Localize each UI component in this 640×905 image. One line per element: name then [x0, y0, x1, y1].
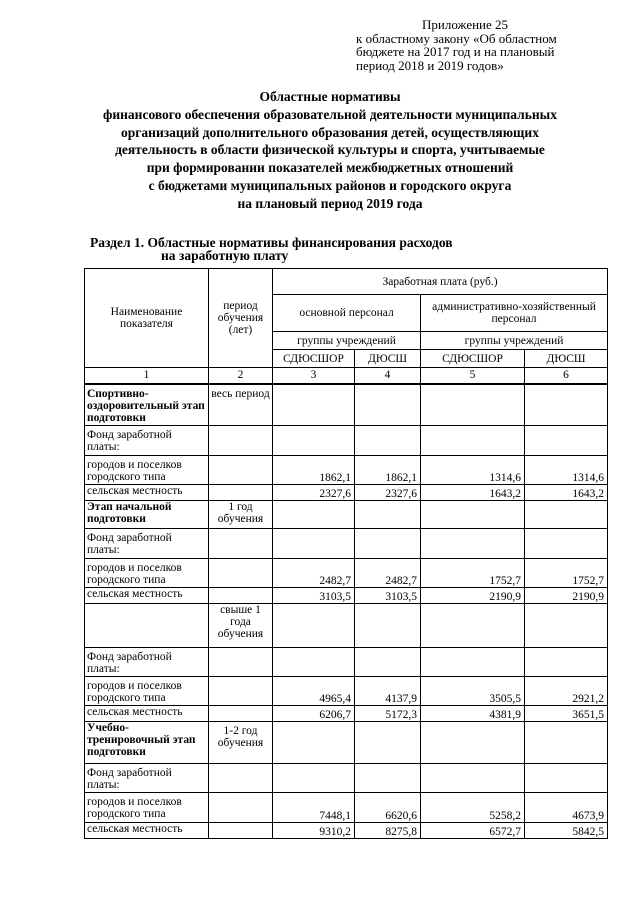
value-cell: 5842,5 [525, 823, 608, 839]
header-study-period: период обучения (лет) [209, 269, 273, 368]
row-period [209, 456, 273, 485]
row-period: свыше 1 года обучения [209, 604, 273, 648]
norms-table [84, 268, 608, 839]
header-indicator-name: Наименование показателя [85, 269, 209, 368]
row-name: Спортивно-оздоровительный этап подготовки [85, 384, 209, 426]
value-cell [525, 501, 608, 529]
table-row [85, 529, 608, 559]
section-line: на заработную плату [161, 248, 289, 263]
value-cell: 6620,6 [355, 793, 421, 823]
value-cell: 1752,7 [421, 559, 525, 588]
value-cell [273, 426, 355, 456]
row-period [209, 559, 273, 588]
value-cell [273, 501, 355, 529]
value-cell [421, 604, 525, 648]
value-cell [525, 722, 608, 764]
table-row [85, 559, 608, 588]
value-cell [355, 604, 421, 648]
value-cell: 3505,5 [421, 677, 525, 706]
value-cell [421, 529, 525, 559]
row-name [85, 604, 209, 648]
header-sdyusshor-admin: СДЮСШОР [421, 350, 525, 368]
value-cell [355, 501, 421, 529]
value-cell: 6572,7 [421, 823, 525, 839]
title-line: на плановый период 2019 года [237, 195, 423, 211]
value-cell: 3651,5 [525, 706, 608, 722]
value-cell [525, 384, 608, 426]
row-name: Фонд заработной платы: [85, 426, 209, 456]
value-cell [355, 722, 421, 764]
value-cell: 1862,1 [355, 456, 421, 485]
value-cell: 2482,7 [355, 559, 421, 588]
value-cell [355, 648, 421, 677]
table-row [85, 764, 608, 793]
table-row [85, 456, 608, 485]
value-cell: 1752,7 [525, 559, 608, 588]
value-cell: 1643,2 [421, 485, 525, 501]
value-cell: 2190,9 [525, 588, 608, 604]
value-cell: 4381,9 [421, 706, 525, 722]
row-period [209, 764, 273, 793]
value-cell [525, 604, 608, 648]
value-cell: 4137,9 [355, 677, 421, 706]
value-cell [421, 384, 525, 426]
value-cell [355, 764, 421, 793]
title-line: Областные нормативы [259, 89, 401, 104]
appendix-law-line: к областному закону «Об областном [356, 30, 557, 46]
value-cell [273, 722, 355, 764]
value-cell [525, 764, 608, 793]
row-name: сельская местность [85, 485, 209, 501]
row-period [209, 706, 273, 722]
row-name: сельская местность [85, 706, 209, 722]
appendix-law-line: бюджете на 2017 год и на плановый [356, 44, 555, 59]
value-cell: 8275,8 [355, 823, 421, 839]
table-row [85, 722, 608, 764]
row-name: сельская местность [85, 588, 209, 604]
row-period [209, 648, 273, 677]
table-row [85, 426, 608, 456]
row-period [209, 823, 273, 839]
row-period [209, 677, 273, 706]
value-cell: 7448,1 [273, 793, 355, 823]
value-cell: 2190,9 [421, 588, 525, 604]
table-row [85, 677, 608, 706]
title-line: финансового обеспечения образовательной деятельности муниципальных [103, 106, 557, 122]
value-cell [355, 426, 421, 456]
value-cell: 6206,7 [273, 706, 355, 722]
section-line: Раздел 1. Областные нормативы финансирования расходов [90, 235, 453, 250]
header-groups-admin: группы учреждений [421, 332, 608, 350]
value-cell [525, 529, 608, 559]
header-groups-main: группы учреждений [273, 332, 421, 350]
row-period [209, 793, 273, 823]
row-name: Учебно-тренировочный этап подготовки [85, 722, 209, 764]
row-period [209, 529, 273, 559]
value-cell: 1314,6 [421, 456, 525, 485]
header-dyussh-main: ДЮСШ [355, 350, 421, 368]
header-dyussh-admin: ДЮСШ [525, 350, 608, 368]
row-period: 1-2 год обучения [209, 722, 273, 764]
value-cell [355, 529, 421, 559]
value-cell: 5172,3 [355, 706, 421, 722]
row-name: городов и поселков городского типа [85, 793, 209, 823]
value-cell [355, 384, 421, 426]
value-cell [421, 501, 525, 529]
value-cell [273, 648, 355, 677]
table-row [85, 384, 608, 426]
table-row [85, 588, 608, 604]
value-cell: 1314,6 [525, 456, 608, 485]
value-cell [273, 604, 355, 648]
row-period [209, 588, 273, 604]
title-line: с бюджетами муниципальных районов и городского округа [148, 177, 512, 193]
table-row [85, 793, 608, 823]
appendix-number: Приложение 25 [422, 17, 509, 32]
appendix-reference [356, 18, 616, 72]
row-name: Фонд заработной платы: [85, 529, 209, 559]
appendix-law-line: период 2018 и 2019 годов» [356, 57, 504, 73]
value-cell: 2327,6 [273, 485, 355, 501]
col-number: 1 [85, 368, 209, 384]
value-cell [273, 764, 355, 793]
table-row [85, 501, 608, 529]
value-cell [421, 722, 525, 764]
col-number: 6 [525, 368, 608, 384]
value-cell [273, 384, 355, 426]
table-row [85, 706, 608, 722]
value-cell [525, 426, 608, 456]
table-row [85, 485, 608, 501]
value-cell: 9310,2 [273, 823, 355, 839]
row-name: городов и поселков городского типа [85, 456, 209, 485]
document-title [60, 88, 600, 213]
header-main-staff: основной персонал [273, 295, 421, 332]
row-period: 1 год обучения [209, 501, 273, 529]
value-cell: 1643,2 [525, 485, 608, 501]
title-line: при формировании показателей межбюджетных отношений [146, 160, 514, 176]
title-line: деятельность в области физической культуры и спорта, учитываемые [115, 142, 545, 158]
row-name: Фонд заработной платы: [85, 648, 209, 677]
col-number: 3 [273, 368, 355, 384]
value-cell: 2482,7 [273, 559, 355, 588]
row-name: Этап начальной подготовки [85, 501, 209, 529]
table-row [85, 604, 608, 648]
col-number: 5 [421, 368, 525, 384]
title-line: организаций дополнительного образования детей, осуществляющих [121, 124, 539, 140]
value-cell [525, 648, 608, 677]
value-cell: 4965,4 [273, 677, 355, 706]
header-sdyusshor-main: СДЮСШОР [273, 350, 355, 368]
section-heading [90, 236, 590, 262]
value-cell [421, 764, 525, 793]
table-row [85, 823, 608, 839]
value-cell [273, 529, 355, 559]
col-number: 4 [355, 368, 421, 384]
header-salary: Заработная плата (руб.) [273, 269, 608, 295]
value-cell: 5258,2 [421, 793, 525, 823]
value-cell [421, 426, 525, 456]
row-period [209, 485, 273, 501]
value-cell: 2327,6 [355, 485, 421, 501]
value-cell [421, 648, 525, 677]
value-cell: 3103,5 [355, 588, 421, 604]
row-name: городов и поселков городского типа [85, 677, 209, 706]
header-admin-staff: административно-хозяйственный персонал [421, 295, 608, 332]
row-period [209, 426, 273, 456]
value-cell: 4673,9 [525, 793, 608, 823]
row-name: Фонд заработной платы: [85, 764, 209, 793]
row-name: городов и поселков городского типа [85, 559, 209, 588]
row-period: весь период [209, 384, 273, 426]
value-cell: 1862,1 [273, 456, 355, 485]
col-number: 2 [209, 368, 273, 384]
table-row [85, 648, 608, 677]
row-name: сельская местность [85, 823, 209, 839]
value-cell: 2921,2 [525, 677, 608, 706]
value-cell: 3103,5 [273, 588, 355, 604]
